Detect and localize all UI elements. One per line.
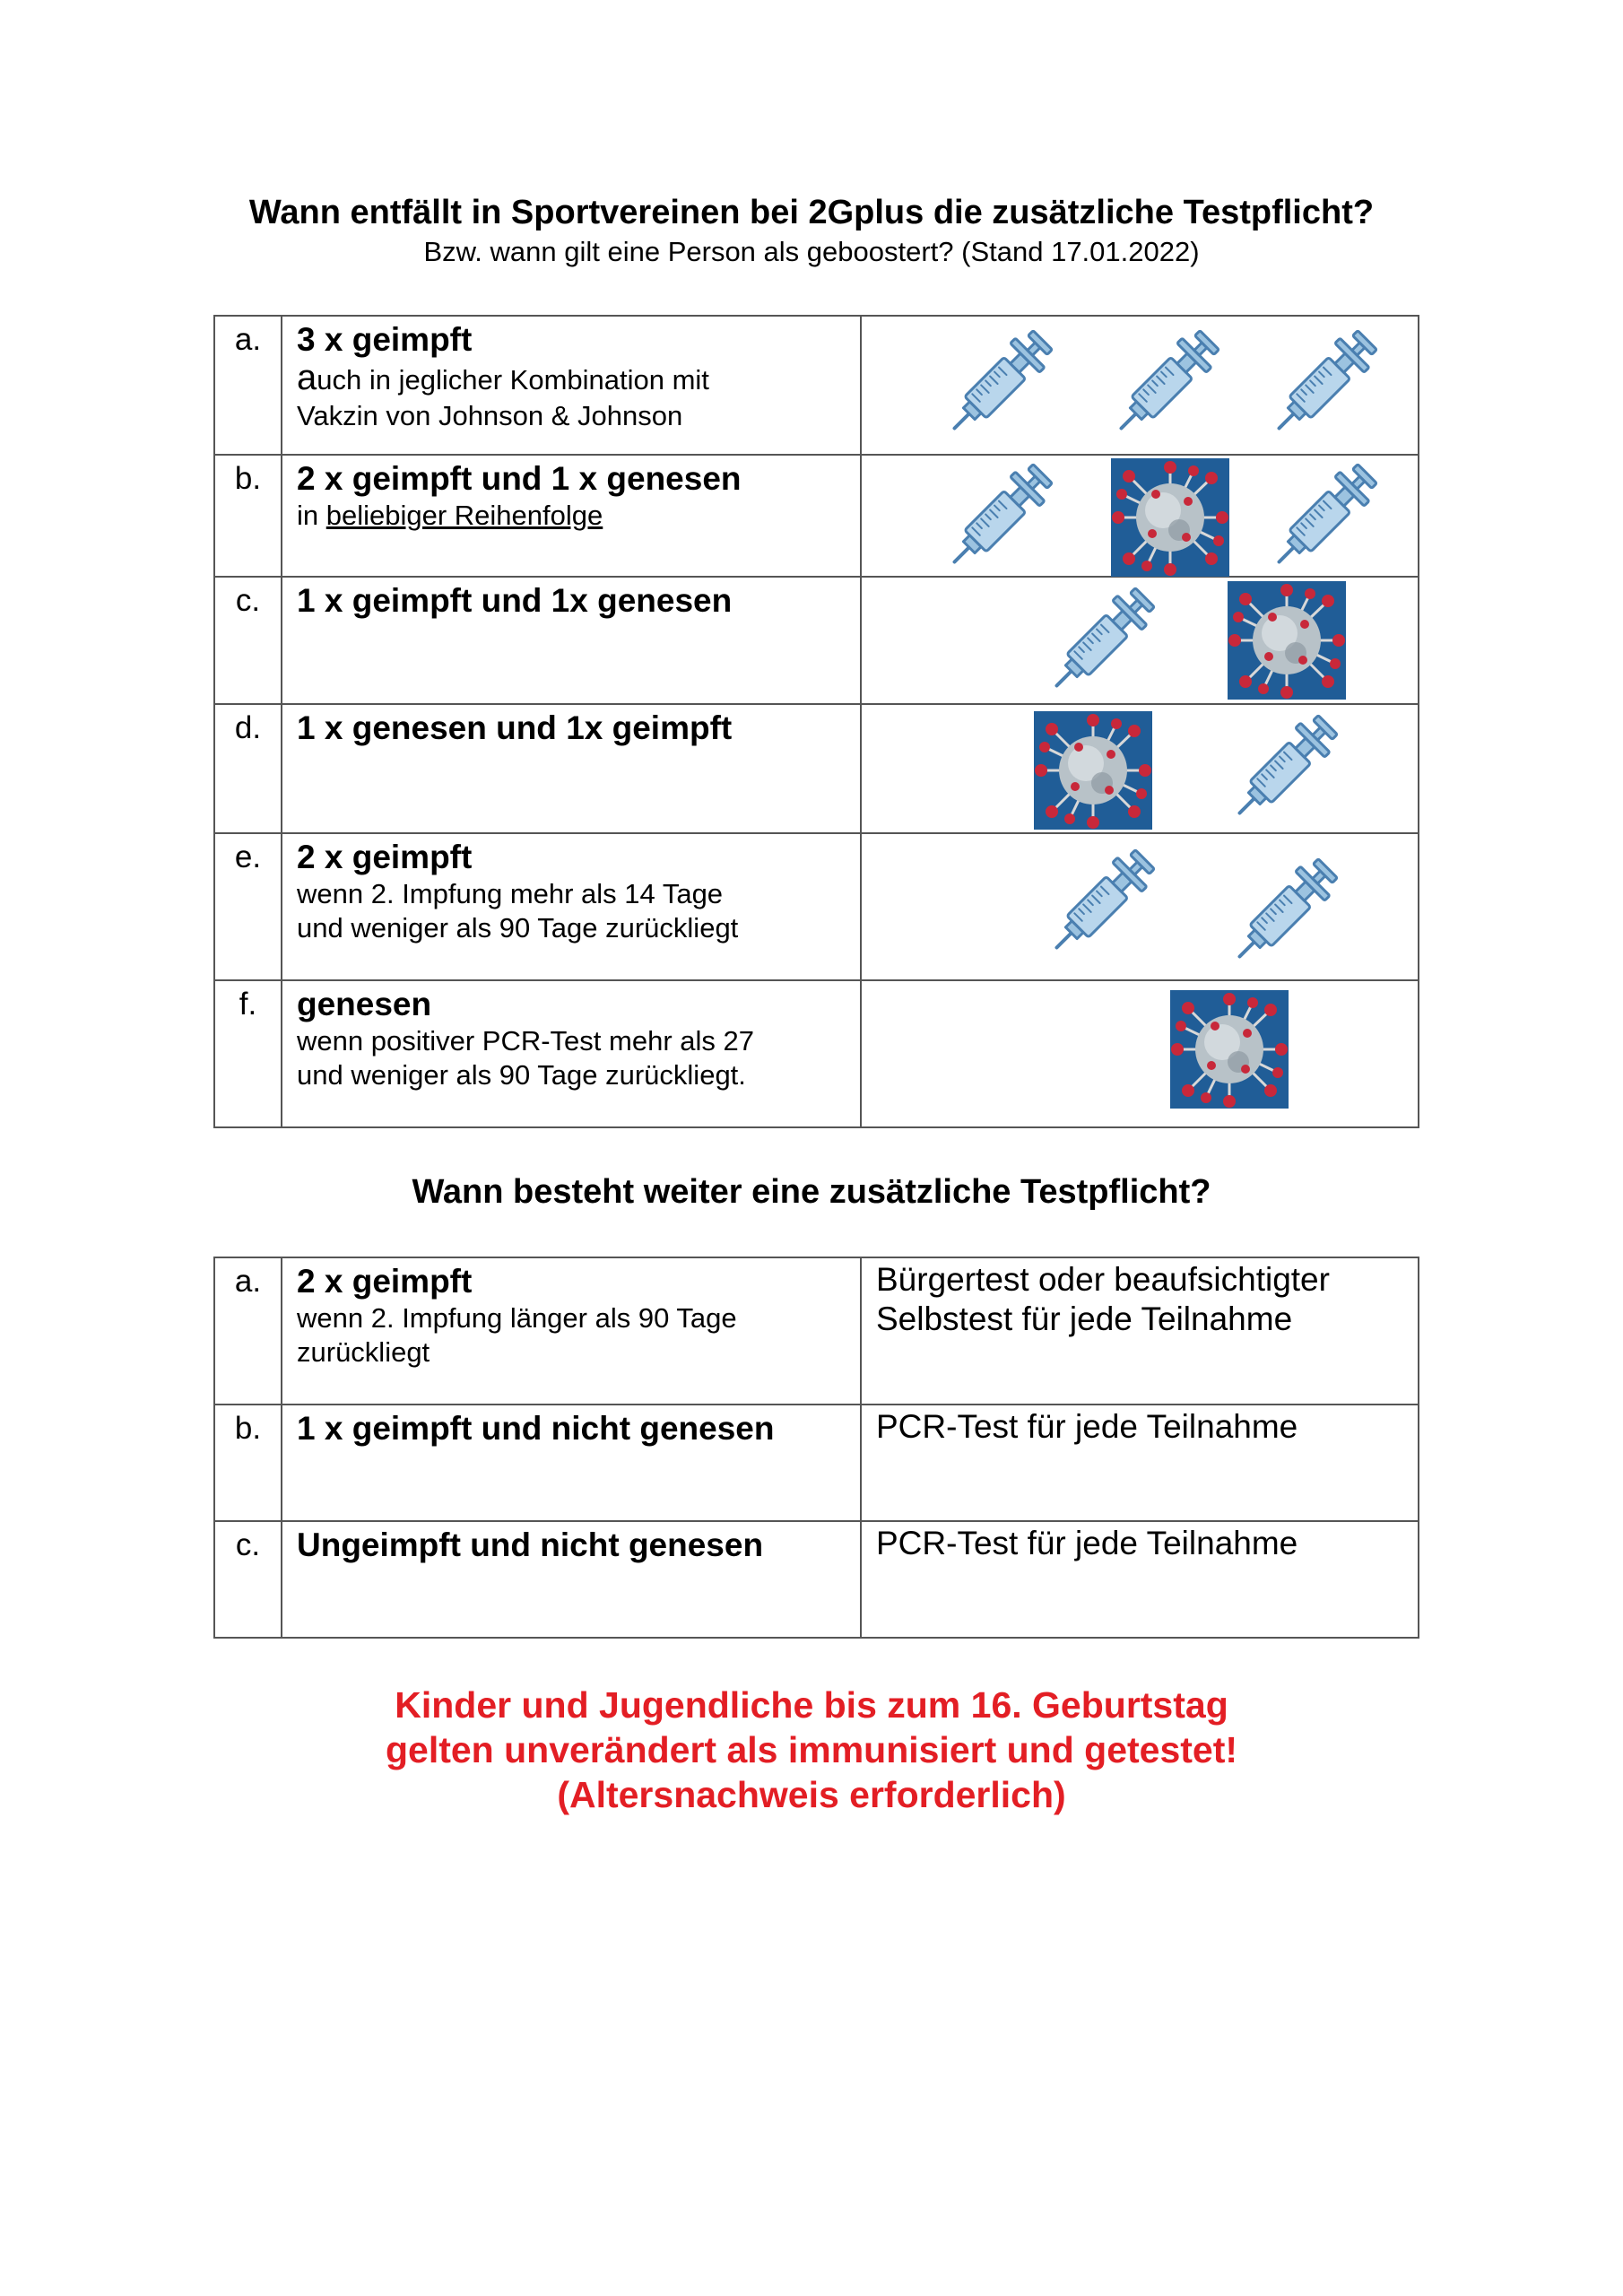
- row-letter: c.: [214, 1521, 282, 1638]
- row-heading: 2 x geimpft: [297, 1263, 473, 1300]
- syringe-icon: [1217, 845, 1351, 979]
- row-detail: wenn 2. Impfung länger als 90 Tage: [297, 1302, 737, 1334]
- row-description: [282, 455, 861, 577]
- syringe-icon: [1034, 836, 1168, 970]
- row-result: PCR-Test für jede Teilnahme: [861, 1405, 1419, 1521]
- row-detail: in beliebiger Reihenfolge: [297, 500, 603, 531]
- virus-icon: [1170, 990, 1289, 1109]
- notice-line: (Altersnachweis erforderlich): [557, 1774, 1066, 1815]
- table-row: [214, 1405, 1419, 1521]
- table-row: [214, 1521, 1419, 1638]
- row-detail: wenn positiver PCR-Test mehr als 27: [297, 1025, 754, 1057]
- row-result: Bürgertest oder beaufsichtigter Selbstest für jede Teilnahme: [861, 1257, 1419, 1405]
- row-detail: Vakzin von Johnson & Johnson: [297, 400, 683, 431]
- syringe-icon: [932, 450, 1066, 585]
- table-row: [214, 1257, 1419, 1405]
- row-icons: [861, 980, 1419, 1127]
- section-title: Wann besteht weiter eine zusätzliche Testpflicht?: [412, 1173, 1211, 1211]
- row-heading: 2 x geimpft: [297, 839, 473, 875]
- exemption-table: [213, 315, 1419, 1128]
- row-description: [282, 1257, 861, 1405]
- page-subtitle: Bzw. wann gilt eine Person als geboostert? (Stand 17.01.2022): [423, 236, 1200, 267]
- page-title: Wann entfällt in Sportvereinen bei 2Gplus die zusätzliche Testpflicht?: [248, 194, 1375, 231]
- row-letter: b.: [214, 1405, 282, 1521]
- row-detail: auch in jeglicher Kombination mit: [297, 358, 709, 397]
- row-description: [282, 316, 861, 455]
- syringe-icon: [1098, 317, 1233, 451]
- row-letter: d.: [214, 704, 282, 833]
- row-description: [282, 704, 861, 833]
- syringe-icon: [932, 317, 1066, 451]
- row-detail: zurückliegt: [297, 1336, 430, 1368]
- row-detail: wenn 2. Impfung mehr als 14 Tage: [297, 878, 724, 909]
- virus-icon: [1034, 711, 1152, 830]
- row-description: [282, 833, 861, 980]
- row-letter: f.: [214, 980, 282, 1127]
- row-heading: genesen: [297, 986, 432, 1022]
- row-heading: 1 x geimpft und nicht genesen: [297, 1410, 775, 1447]
- row-heading: 1 x genesen und 1x geimpft: [297, 709, 733, 746]
- table-row: [214, 980, 1419, 1127]
- row-letter: c.: [214, 577, 282, 704]
- syringe-icon: [1256, 450, 1391, 585]
- notice-line: Kinder und Jugendliche bis zum 16. Geburtstag: [395, 1684, 1228, 1726]
- children-notice: [0, 1683, 1623, 1817]
- syringe-icon: [1256, 317, 1391, 451]
- row-icons: [861, 455, 1419, 577]
- table-row: [214, 704, 1419, 833]
- row-icons: [861, 833, 1419, 980]
- row-detail: und weniger als 90 Tage zurückliegt: [297, 912, 739, 944]
- row-result: PCR-Test für jede Teilnahme: [861, 1521, 1419, 1638]
- row-heading: 3 x geimpft: [297, 321, 473, 358]
- row-heading: 1 x geimpft und 1x genesen: [297, 582, 733, 619]
- row-letter: a.: [214, 1257, 282, 1405]
- table-row: [214, 316, 1419, 455]
- row-description: [282, 1405, 861, 1521]
- row-icons: [861, 704, 1419, 833]
- virus-icon: [1111, 458, 1229, 577]
- notice-line: gelten unverändert als immunisiert und getestet!: [385, 1729, 1238, 1770]
- table-row: [214, 455, 1419, 577]
- syringe-icon: [1034, 574, 1168, 709]
- row-letter: e.: [214, 833, 282, 980]
- row-letter: b.: [214, 455, 282, 577]
- row-description: [282, 1521, 861, 1638]
- row-heading: 2 x geimpft und 1 x genesen: [297, 460, 742, 497]
- virus-icon: [1228, 581, 1346, 700]
- row-detail: und weniger als 90 Tage zurückliegt.: [297, 1059, 746, 1091]
- row-description: [282, 980, 861, 1127]
- test-requirement-table: [213, 1257, 1419, 1639]
- row-icons: [861, 316, 1419, 455]
- table-row: [214, 833, 1419, 980]
- table-row: [214, 577, 1419, 704]
- row-letter: a.: [214, 316, 282, 455]
- syringe-icon: [1217, 701, 1351, 836]
- row-heading: Ungeimpft und nicht genesen: [297, 1526, 764, 1563]
- row-description: [282, 577, 861, 704]
- row-icons: [861, 577, 1419, 704]
